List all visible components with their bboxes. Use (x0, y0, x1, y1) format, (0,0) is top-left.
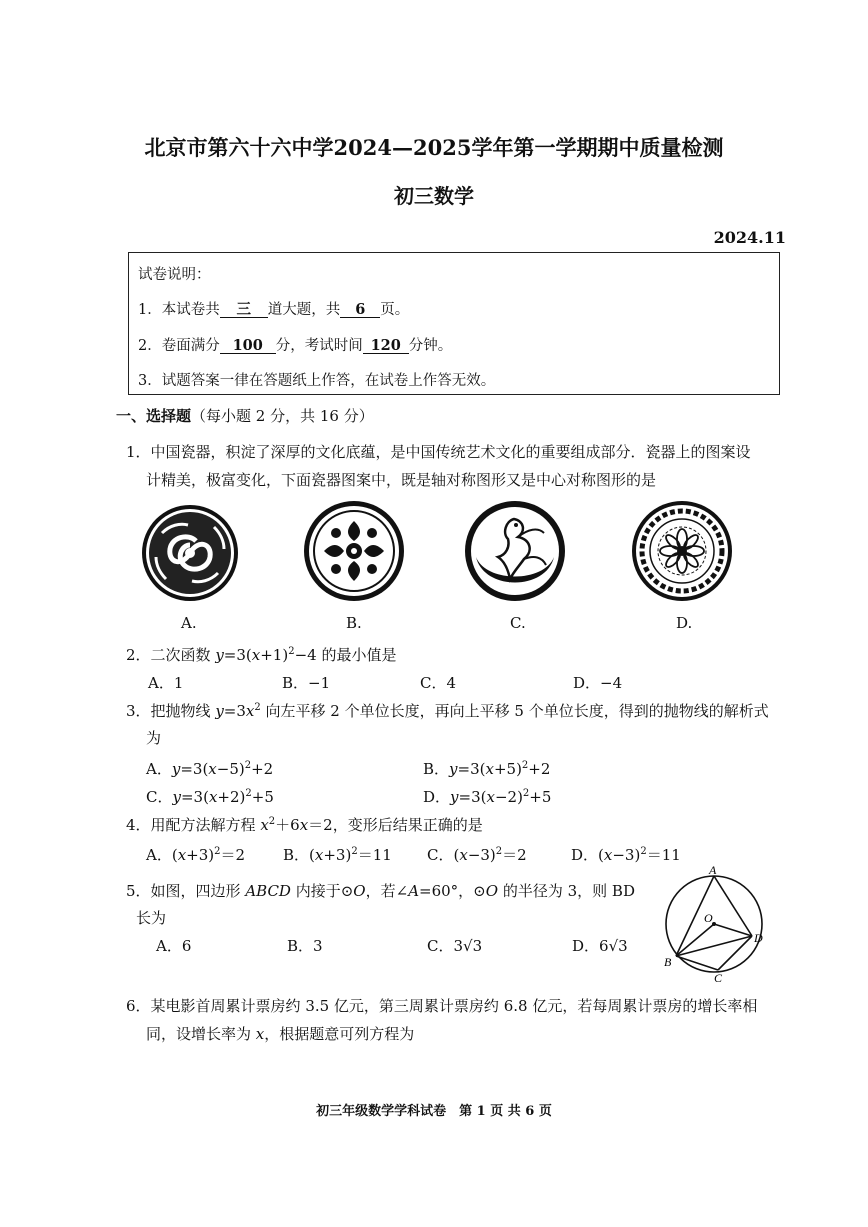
q4-d-post: ＝11 (646, 846, 681, 864)
q5-pre: 5．如图，四边形 (126, 882, 246, 900)
q1-caption-d: D. (676, 614, 693, 632)
page-footer: 初三年级数学学科试卷 第 1 页 共 6 页 (316, 1104, 552, 1119)
section-note: （每小题 2 分，共 16 分） (191, 407, 374, 425)
cross-ornament-plate-icon (302, 499, 406, 603)
q3-b-exp: 2 (521, 760, 529, 771)
q5-mid2: ，若∠ (365, 882, 409, 900)
q3-b-label: B． (423, 760, 450, 778)
q4-stem (126, 814, 483, 835)
q3-c-pre: =3( (180, 788, 209, 806)
q5-post: 的半径为 3，则 BD (498, 882, 635, 900)
q6-post: ，根据题意可列方程为 (264, 1025, 415, 1043)
q2-func-d: +1) (260, 646, 289, 664)
q3-option-c (146, 786, 274, 807)
instruction-2-pre: 2．卷面满分 (138, 338, 220, 354)
q3-b-pre: =3( (457, 760, 486, 778)
q3-d-label: D． (423, 788, 451, 806)
q4-a-exp: 2 (214, 846, 221, 857)
instruction-3: 3．试题答案一律在答题纸上作答，在试卷上作答无效。 (138, 373, 496, 389)
q1-caption-a: A. (181, 614, 197, 632)
fig-label-a: A (709, 863, 717, 877)
q1-caption-b: B. (346, 614, 362, 632)
q5-option-a: A．6 (156, 937, 192, 955)
q3-a-post: +2 (251, 760, 274, 778)
q1-line1: 1．中国瓷器，积淀了深厚的文化底蕴，是中国传统艺术文化的重要组成部分．瓷器上的图案设 (126, 443, 751, 461)
instruction-1-post: 页。 (380, 302, 410, 318)
q2-func-e: −4 的最小值是 (294, 646, 397, 664)
q2-var-y: y (215, 646, 224, 664)
fig-label-o: O (704, 911, 713, 925)
q5-mid3: =60°，⊙ (419, 882, 486, 900)
q5-mid: 内接于⊙ (290, 882, 354, 900)
q4-d-x: x (603, 846, 613, 864)
q1-line2: 计精美，极富变化，下面瓷器图案中，既是轴对称图形又是中心对称图形的是 (146, 471, 657, 489)
fig-label-d: D (754, 931, 763, 945)
q4-x2: x (299, 816, 309, 834)
section-name: 一、选择题 (116, 407, 192, 425)
q4-exp: 2 (268, 816, 276, 827)
q5-option-d: D．6√3 (572, 937, 628, 955)
instructions-title: 试卷说明： (138, 267, 211, 283)
q3-d-post: +5 (529, 788, 552, 806)
q2-stem (126, 644, 396, 665)
q3-a-y: y (171, 760, 181, 778)
q3-b-y: y (449, 760, 458, 778)
q3-var-x: x (245, 702, 255, 720)
phoenix-plate-icon (464, 499, 566, 603)
q3-post: 向左平移 2 个单位长度，再向上平移 5 个单位长度，得到的抛物线的解析式 (260, 702, 769, 720)
q4-x1: x (260, 816, 269, 834)
q5-option-c: C．3√3 (427, 937, 483, 955)
exam-title: 北京市第六十六中学2024—2025学年第一学期期中质量检测 (144, 135, 724, 160)
q4-b-rest: +3) (323, 846, 352, 864)
q5-quad: ABCD (245, 882, 291, 900)
q2-option-c: C．4 (420, 674, 457, 692)
q4-b-x: x (314, 846, 324, 864)
instruction-2 (138, 334, 452, 355)
q2-exp: 2 (288, 646, 295, 657)
q4-b-post: ＝11 (357, 846, 392, 864)
q5-o2: O (485, 882, 499, 900)
circle-quadrilateral-figure (654, 862, 772, 984)
exam-date: 2024.11 (713, 228, 786, 247)
q3-a-pre: =3( (180, 760, 209, 778)
q4-a-post: ＝2 (220, 846, 246, 864)
q4-option-a (146, 844, 245, 865)
instruction-2-mid: 分，考试时间 (275, 338, 363, 354)
q4-mid: ＋6 (275, 816, 300, 834)
q3-a-label: A． (146, 760, 172, 778)
q3-d-pre: =3( (458, 788, 487, 806)
q3-exp: 2 (254, 702, 261, 713)
instruction-1-pre: 1．本试卷共 (138, 302, 220, 318)
q3-var-y: y (215, 702, 224, 720)
q5-line1 (126, 880, 635, 901)
q3-d-x: x (486, 788, 495, 806)
q3-a-mid: −5) (216, 760, 245, 778)
q4-a-label: A．( (146, 846, 178, 864)
instruction-1 (138, 298, 409, 319)
q5-angle: A (408, 882, 420, 900)
instruction-2-post: 分钟。 (408, 338, 453, 354)
q2-option-b: B．−1 (282, 674, 331, 692)
swirl-plate-icon (140, 503, 240, 603)
q3-line1 (126, 700, 769, 721)
q3-b-post: +2 (528, 760, 551, 778)
q5-line2: 长为 (136, 909, 167, 927)
q3-c-post: +5 (251, 788, 274, 806)
q3-c-mid: +2) (217, 788, 246, 806)
q6-line1: 6．某电影首周累计票房约 3.5 亿元，第三周累计票房约 6.8 亿元，若每周累计票房的增长率相 (126, 997, 758, 1015)
q4-post: ＝2，变形后结果正确的是 (308, 816, 483, 834)
fig-label-c: C (714, 971, 723, 984)
q1-caption-c: C. (510, 614, 526, 632)
q6-pre: 同，设增长率为 (146, 1025, 256, 1043)
q3-eq: =3 (223, 702, 246, 720)
q6-var-x: x (255, 1025, 265, 1043)
q3-a-exp: 2 (244, 760, 252, 771)
q2-option-d: D．−4 (573, 674, 623, 692)
q2-option-a: A．1 (148, 674, 184, 692)
q2-var-x: x (251, 646, 261, 664)
q4-c-post: ＝2 (502, 846, 527, 864)
q3-option-d (423, 786, 551, 807)
q4-d-rest: −3) (612, 846, 641, 864)
q3-pre: 3．把抛物线 (126, 702, 216, 720)
q3-a-x: x (208, 760, 217, 778)
subject-title: 初三数学 (394, 184, 474, 208)
q3-d-exp: 2 (522, 788, 530, 799)
full-score: 100 (220, 338, 276, 354)
q3-c-x: x (208, 788, 218, 806)
q4-d-label: D．( (571, 846, 604, 864)
q4-b-label: B．( (283, 846, 315, 864)
q4-c-exp: 2 (495, 846, 503, 857)
q3-option-b (423, 758, 550, 779)
q3-option-a (146, 758, 273, 779)
q4-pre: 4．用配方法解方程 (126, 816, 261, 834)
q2-pre: 2．二次函数 (126, 646, 216, 664)
q3-c-label: C． (146, 788, 173, 806)
q3-b-mid: +5) (493, 760, 522, 778)
section-count: 三 (220, 302, 268, 318)
q3-d-y: y (450, 788, 459, 806)
q4-a-rest: +3) (186, 846, 215, 864)
q3-b-x: x (485, 760, 494, 778)
q5-option-b: B．3 (287, 937, 323, 955)
q4-c-rest: −3) (467, 846, 496, 864)
q4-d-exp: 2 (640, 846, 647, 857)
q3-c-y: y (172, 788, 181, 806)
q3-d-mid: −2) (494, 788, 523, 806)
q4-b-exp: 2 (351, 846, 358, 857)
section-heading (116, 405, 374, 426)
q6-line2 (146, 1023, 414, 1044)
instruction-1-mid: 道大题，共 (267, 302, 341, 318)
q4-a-x: x (177, 846, 187, 864)
fig-label-b: B (664, 955, 672, 969)
exam-time: 120 (363, 338, 409, 354)
page-count: 6 (340, 302, 380, 318)
lotus-plate-icon (630, 499, 734, 603)
q3-c-exp: 2 (245, 788, 252, 799)
q2-func-b: =3( (223, 646, 252, 664)
q4-option-c (427, 844, 527, 865)
q5-o1: O (353, 882, 366, 900)
q4-c-label: C．( (427, 846, 460, 864)
q3-line2: 为 (146, 729, 162, 747)
q4-c-x: x (459, 846, 468, 864)
q4-option-b (283, 844, 392, 865)
